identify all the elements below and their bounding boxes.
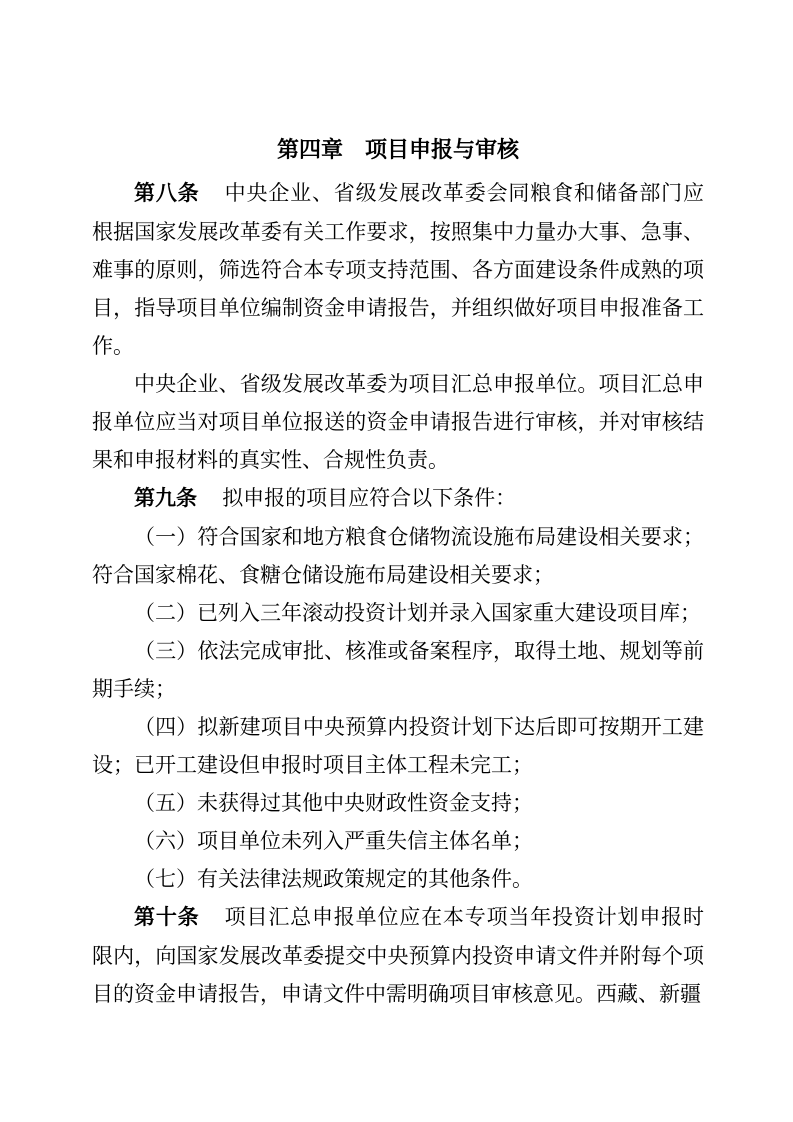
paragraph-text: 项目汇总申报单位应在本专项当年投资计划申报时限内，向国家发展改革委提交中央预算内投资申请文件并附每个项目的资金申请报告，申请文件中需明确项目审核意见。西藏、新疆 (92, 905, 705, 1006)
paragraph-text: 中央企业、省级发展改革委会同粮食和储备部门应根据国家发展改革委有关工作要求，按照集中力量办大事、急事、难事的原则，筛选符合本专项支持范围、各方面建设条件成熟的项目，指导项目单位编制资金申请报告，并组织做好项目申报准备工作。 (92, 181, 705, 358)
paragraph-text: （三）依法完成审批、核准或备案程序，取得土地、规划等前期手续； (92, 639, 704, 701)
paragraph-condition-4 (92, 708, 704, 784)
paragraph-summary-unit (92, 365, 704, 479)
paragraph-condition-6 (92, 822, 704, 860)
paragraph-article-9 (92, 479, 704, 518)
paragraph-condition-1 (92, 518, 704, 594)
paragraph-condition-7 (92, 860, 704, 898)
paragraph-text: 拟申报的项目应符合以下条件： (222, 486, 517, 510)
chapter-title: 第四章 项目申报与审核 (276, 137, 519, 162)
paragraph-article-10 (92, 898, 704, 1013)
paragraph-text: （二）已列入三年滚动投资计划并录入国家重大建设项目库； (134, 601, 701, 625)
paragraph-condition-5 (92, 784, 704, 822)
paragraph-text: 中央企业、省级发展改革委为项目汇总申报单位。项目汇总申报单位应当对项目单位报送的资金申请报告进行审核，并对审核结果和申报材料的真实性、合规性负责。 (92, 372, 704, 472)
paragraph-article-8 (92, 174, 704, 365)
paragraph-text: （一）符合国家和地方粮食仓储物流设施布局建设相关要求；符合国家棉花、食糖仓储设施布局建设相关要求； (92, 525, 704, 587)
paragraph-text: （六）项目单位未列入严重失信主体名单； (134, 829, 533, 853)
article-10-label: 第十条 (134, 906, 200, 929)
paragraph-text: （四）拟新建项目中央预算内投资计划下达后即可按期开工建设；已开工建设但申报时项目主体工程未完工； (92, 715, 704, 777)
article-8-label: 第八条 (134, 182, 200, 205)
paragraph-condition-3 (92, 632, 704, 708)
article-9-label: 第九条 (134, 487, 197, 510)
document-content (92, 130, 704, 1013)
paragraph-condition-2 (92, 594, 704, 632)
paragraph-text: （五）未获得过其他中央财政性资金支持； (134, 791, 533, 815)
paragraph-text: （七）有关法律法规政策规定的其他条件。 (134, 867, 533, 891)
